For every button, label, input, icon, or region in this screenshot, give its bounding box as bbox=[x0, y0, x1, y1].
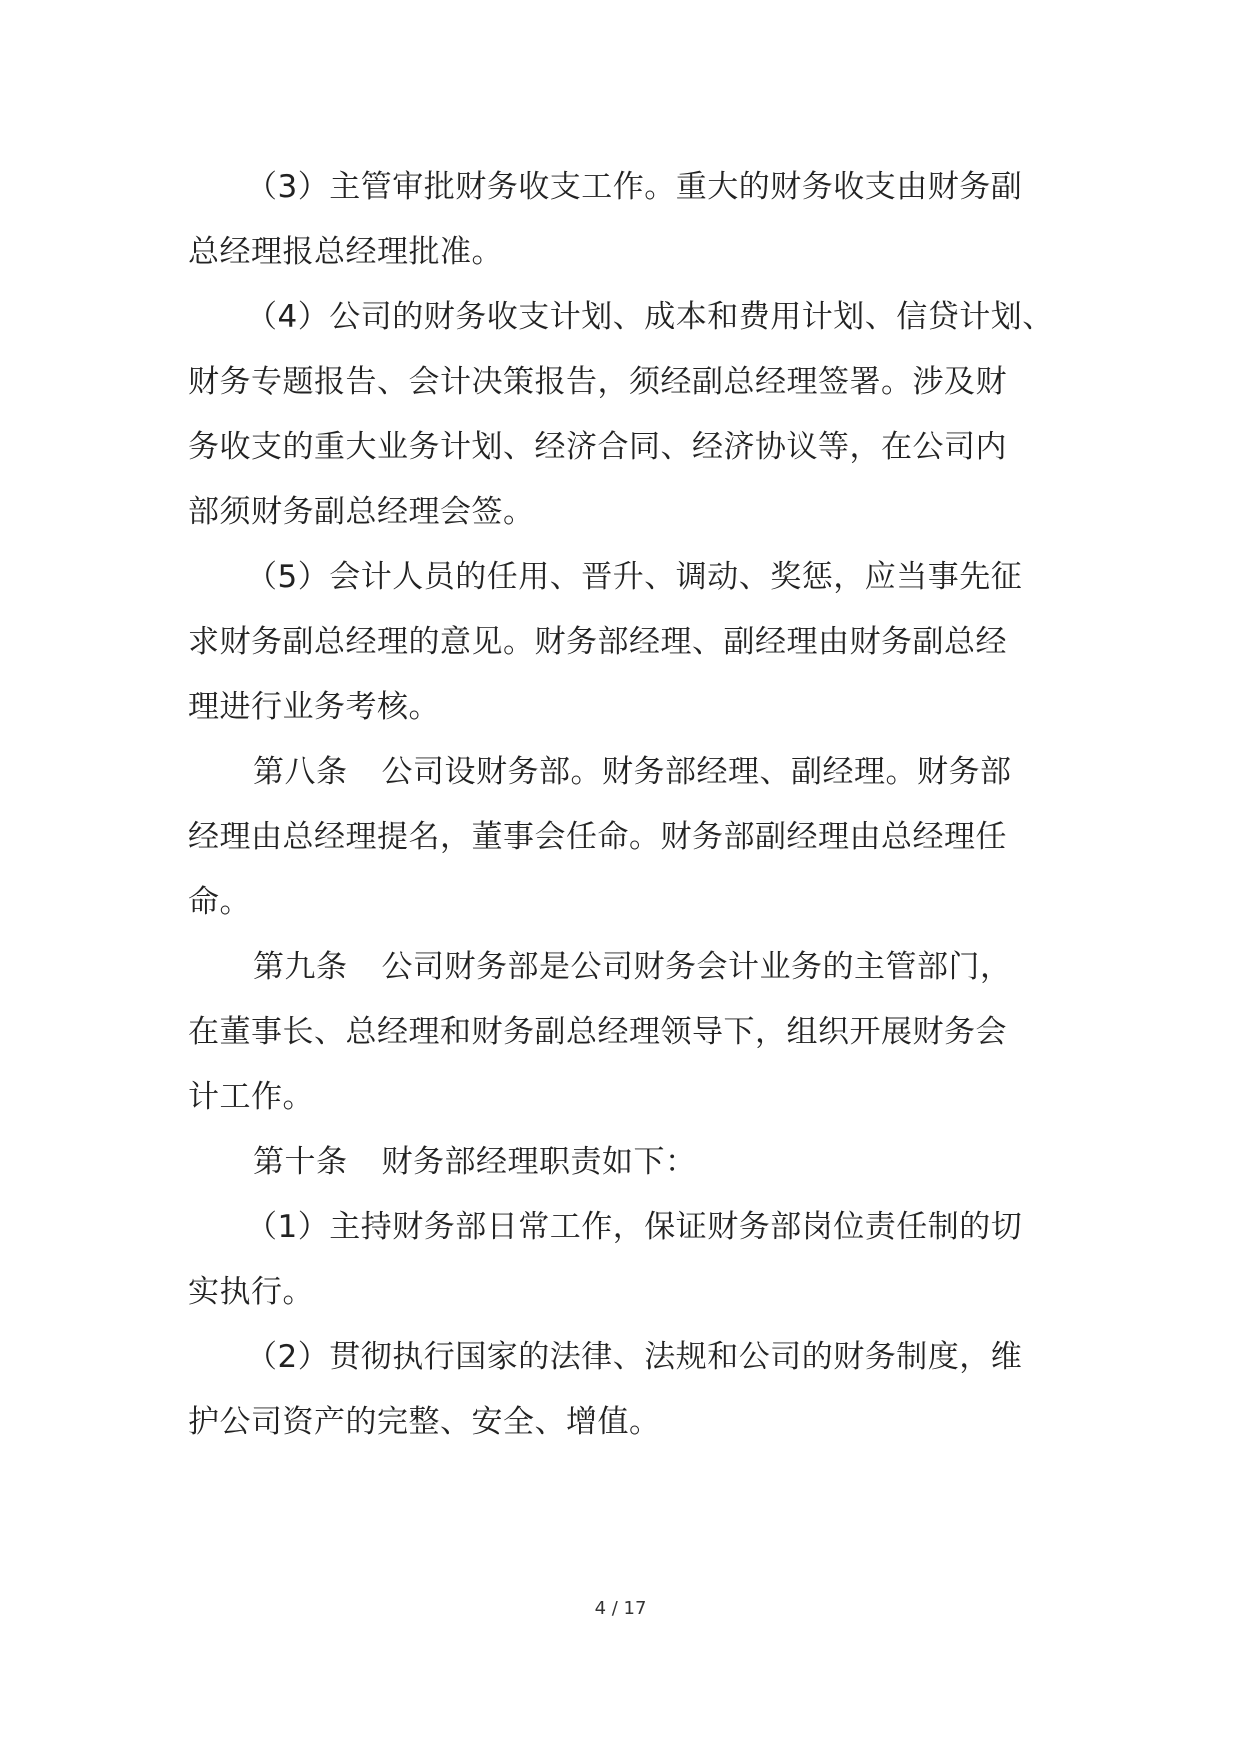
text-line: 护公司资产的完整、安全、增值。 bbox=[188, 1404, 661, 1440]
text-line: 总经理报总经理批准。 bbox=[188, 234, 503, 270]
text-line: 部须财务副总经理会签。 bbox=[188, 494, 535, 530]
text-line: （4）公司的财务收支计划、成本和费用计划、信贷计划、 bbox=[246, 299, 1054, 335]
text-line: （2）贯彻执行国家的法律、法规和公司的财务制度，维 bbox=[246, 1339, 1023, 1375]
paragraph-item-4 bbox=[188, 285, 1068, 545]
article-9 bbox=[188, 935, 1068, 1130]
article-10 bbox=[188, 1130, 1068, 1195]
text-line: 命。 bbox=[188, 884, 251, 920]
article-heading: 第十条 bbox=[253, 1144, 348, 1180]
text-line: 公司财务部是公司财务会计业务的主管部门， bbox=[381, 949, 1012, 985]
article-first-line bbox=[188, 1130, 1068, 1195]
paragraph-item-1 bbox=[188, 1195, 1068, 1325]
article-first-line bbox=[188, 935, 1068, 1000]
paragraph-item-2 bbox=[188, 1325, 1068, 1455]
text-line: 实执行。 bbox=[188, 1274, 314, 1310]
text-line: 在董事长、总经理和财务副总经理领导下，组织开展财务会 bbox=[188, 1014, 1007, 1050]
text-line: 公司设财务部。财务部经理、副经理。财务部 bbox=[381, 754, 1012, 790]
text-line: 计工作。 bbox=[188, 1079, 314, 1115]
article-first-line bbox=[188, 740, 1068, 805]
text-line: 理进行业务考核。 bbox=[188, 689, 440, 725]
text-line: 财务部经理职责如下： bbox=[381, 1144, 697, 1180]
text-line: 经理由总经理提名，董事会任命。财务部副经理由总经理任 bbox=[188, 819, 1007, 855]
article-8 bbox=[188, 740, 1068, 935]
article-heading: 第八条 bbox=[253, 754, 348, 790]
article-heading: 第九条 bbox=[253, 949, 348, 985]
text-line: （1）主持财务部日常工作，保证财务部岗位责任制的切 bbox=[246, 1209, 1023, 1245]
paragraph-item-3 bbox=[188, 155, 1068, 285]
document-body bbox=[188, 155, 1068, 1455]
text-line: 求财务副总经理的意见。财务部经理、副经理由财务副总经 bbox=[188, 624, 1007, 660]
text-line: 财务专题报告、会计决策报告，须经副总经理签署。涉及财 bbox=[188, 364, 1007, 400]
text-line: （5）会计人员的任用、晋升、调动、奖惩，应当事先征 bbox=[246, 559, 1023, 595]
text-line: （3）主管审批财务收支工作。重大的财务收支由财务副 bbox=[246, 169, 1023, 205]
text-line: 务收支的重大业务计划、经济合同、经济协议等，在公司内 bbox=[188, 429, 1007, 465]
paragraph-item-5 bbox=[188, 545, 1068, 740]
page-number: 4 / 17 bbox=[594, 1598, 647, 1619]
